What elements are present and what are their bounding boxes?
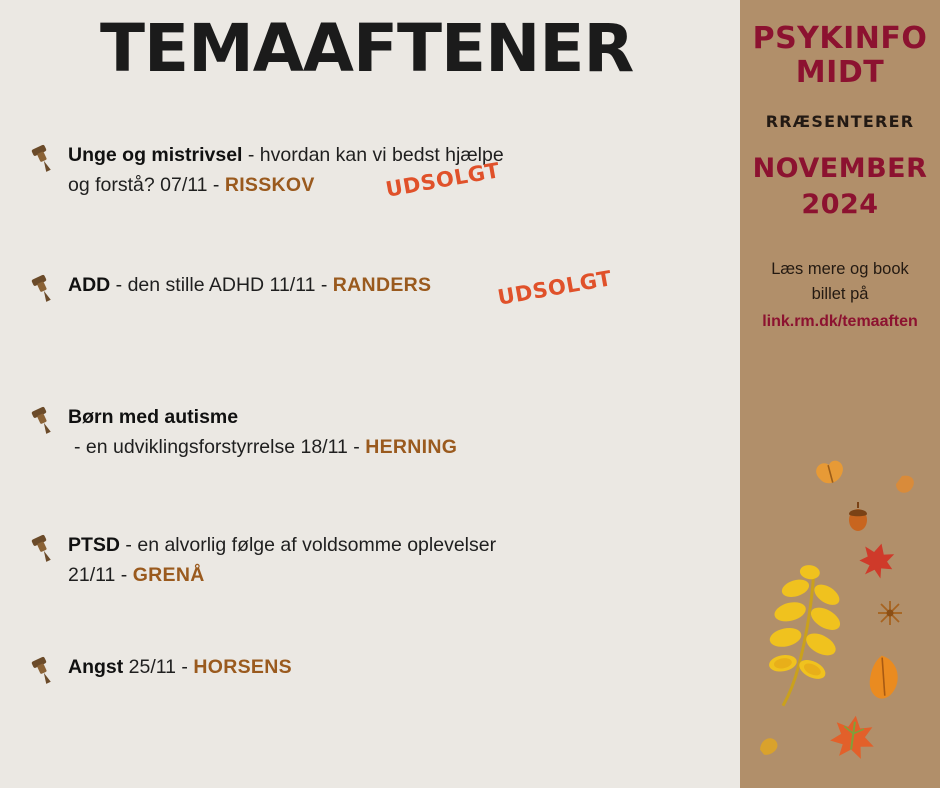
booking-info — [740, 257, 940, 334]
brand-line-1: PSYKINFO — [752, 21, 928, 56]
event-place: GRENÅ — [132, 564, 205, 586]
list-item[interactable] — [0, 402, 740, 462]
event-title: ADD — [68, 274, 111, 296]
brand-title — [740, 22, 940, 90]
autumn-leaves-decoration — [740, 458, 940, 788]
list-item[interactable] — [0, 266, 740, 330]
month-label: NOVEMBER — [752, 153, 928, 184]
event-desc: - den stille ADHD 11/11 - — [110, 274, 333, 296]
event-line-1 — [68, 652, 730, 682]
pin-icon — [28, 534, 58, 564]
pin-icon — [28, 656, 58, 686]
event-line-1 — [68, 530, 730, 560]
list-item[interactable] — [0, 652, 740, 712]
list-item[interactable] — [0, 140, 740, 200]
event-title: Angst — [68, 656, 124, 678]
event-line-1 — [68, 402, 730, 432]
event-place: HERNING — [365, 436, 458, 458]
event-title: PTSD — [68, 534, 121, 556]
event-desc-cont: - en udviklingsforstyrrelse 18/11 - — [74, 436, 366, 458]
event-desc-cont: 21/11 - — [68, 564, 133, 586]
events-list — [0, 140, 740, 774]
presents-label: RRÆSENTERER — [765, 112, 915, 131]
event-line-2 — [68, 432, 730, 462]
status-badge: UDSOLGT — [495, 266, 614, 310]
list-item[interactable] — [0, 530, 740, 590]
status-badge: UDSOLGT — [383, 158, 502, 202]
page-title: TEMAAFTENER — [100, 10, 634, 87]
event-place: HORSENS — [193, 656, 292, 678]
year-label: 2024 — [801, 189, 879, 220]
pin-icon — [28, 274, 58, 304]
event-desc: - en alvorlig følge af voldsomme oplevelser — [120, 534, 497, 556]
sidebar — [740, 0, 940, 788]
event-desc: 25/11 - — [123, 656, 194, 678]
event-title: Unge og mistrivsel — [68, 144, 243, 166]
event-line-2 — [68, 560, 730, 590]
event-place: RANDERS — [332, 274, 432, 296]
pin-icon — [28, 406, 58, 436]
brand-line-2: MIDT — [795, 55, 885, 90]
pin-icon — [28, 144, 58, 174]
booking-link[interactable]: link.rm.dk/temaaften — [762, 313, 918, 330]
event-line-1 — [68, 270, 730, 300]
event-line-1 — [68, 140, 730, 170]
event-place: RISSKOV — [224, 174, 315, 196]
booking-line-1: Læs mere og book — [771, 260, 909, 278]
event-desc: - hvordan kan vi bedst hjælpe — [242, 144, 504, 166]
event-title: Børn med autisme — [68, 406, 239, 428]
booking-line-2: billet på — [811, 285, 869, 303]
date-block — [740, 151, 940, 223]
event-desc-cont: og forstå? 07/11 - — [68, 174, 225, 196]
